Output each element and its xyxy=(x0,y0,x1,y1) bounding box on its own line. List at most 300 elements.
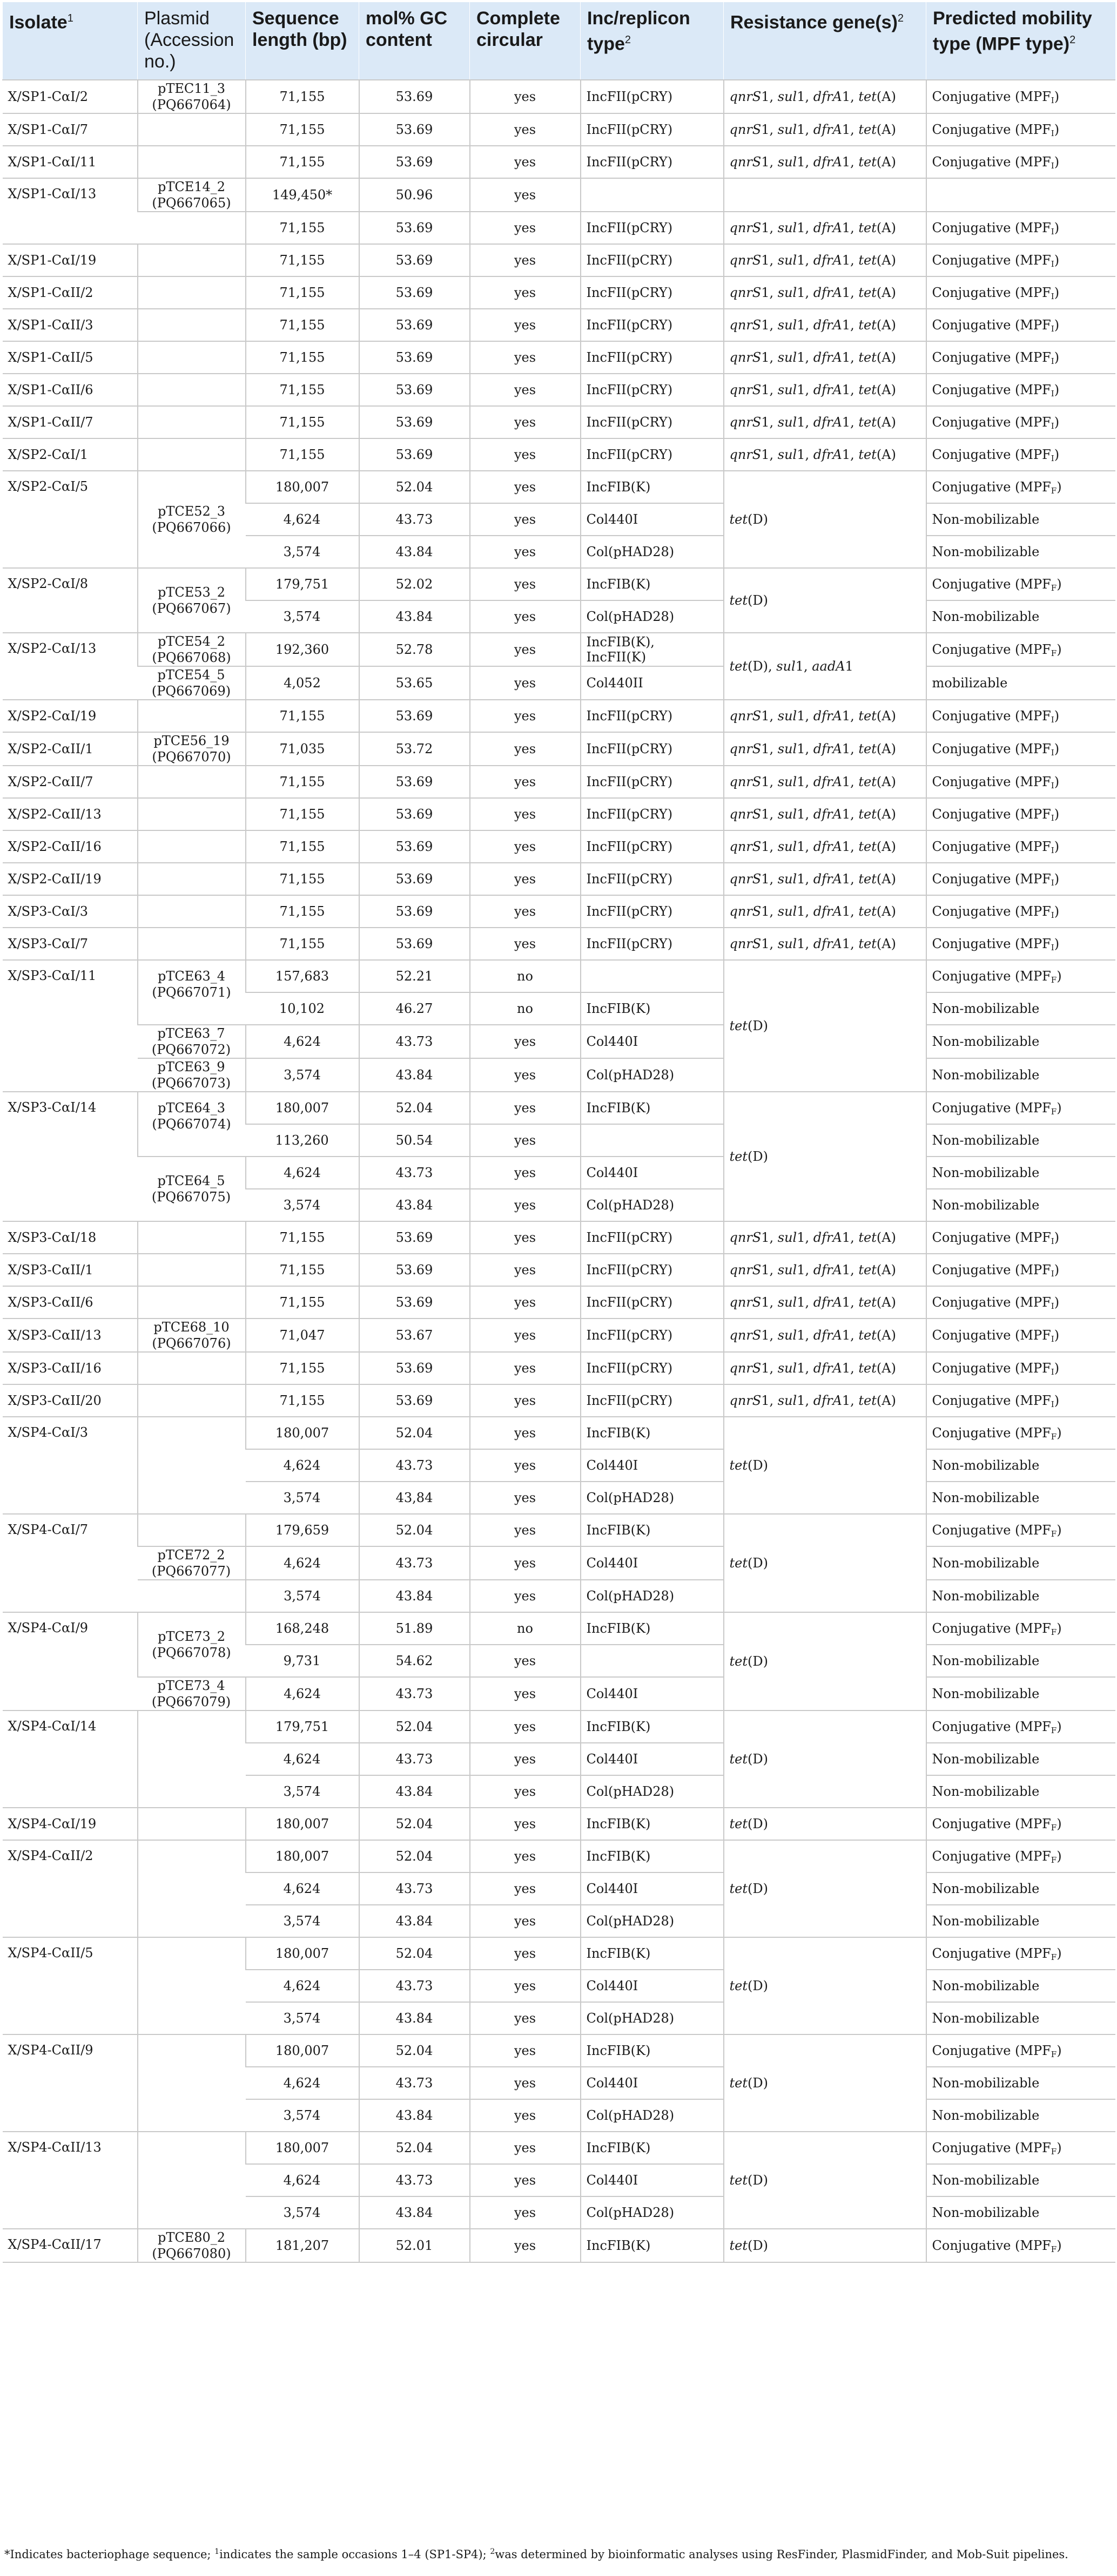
resistance-genes-cell xyxy=(724,895,926,928)
sequence-length-cell: 71,155 xyxy=(246,212,359,244)
mobility-type-cell: Conjugative $(MPF_I)$ xyxy=(926,406,1115,438)
circular-cell: yes xyxy=(470,1482,581,1514)
sequence-length-cell: 4,052 xyxy=(246,666,359,700)
isolate-cell: X/SP2-CαII/7 xyxy=(3,766,138,798)
circular-cell: yes xyxy=(470,1417,581,1449)
table-row xyxy=(3,960,1115,992)
sequence-length-cell: 9,731 xyxy=(246,1645,359,1677)
circular-cell: yes xyxy=(470,276,581,309)
sequence-length-cell: 71,155 xyxy=(246,341,359,374)
header-resistance-genes: Resistance $gene(s)^2$ xyxy=(724,2,926,80)
mobility-type-cell: Non-mobilizable xyxy=(926,1905,1115,1937)
resistance-genes-cell xyxy=(724,1612,926,1710)
gc-content-cell: 53.69 xyxy=(359,406,470,438)
table-row xyxy=(3,1254,1115,1286)
plasmid-name: pTCE14_2 xyxy=(157,179,226,194)
sequence-length-cell: 157,683 xyxy=(246,960,359,992)
table-row xyxy=(3,146,1115,178)
circular-cell: yes xyxy=(470,1872,581,1905)
inc-type-cell: Col440I xyxy=(581,1970,724,2002)
mobility-type-cell: Conjugative $(MPF_F)$ xyxy=(926,2132,1115,2164)
circular-cell: yes xyxy=(470,146,581,178)
plasmid-cell xyxy=(138,1254,246,1286)
inc-type-cell: IncFII(pCRY) xyxy=(581,406,724,438)
plasmid-cell xyxy=(138,633,246,666)
gc-content-cell: 52.21 xyxy=(359,960,470,992)
mobility-type-cell: Non-mobilizable xyxy=(926,1449,1115,1482)
table-row xyxy=(3,1352,1115,1384)
gc-content-cell: 53.69 xyxy=(359,1254,470,1286)
isolate-cell: X/SP1-CαI/2 xyxy=(3,80,138,113)
resistance-genes-cell xyxy=(724,276,926,309)
isolate-cell: X/SP2-CαI/5 xyxy=(3,471,138,568)
isolate-cell: X/SP2-CαI/1 xyxy=(3,438,138,471)
mobility-type-cell: Conjugative $(MPF_I)$ xyxy=(926,1352,1115,1384)
gc-content-cell: 53.69 xyxy=(359,830,470,863)
gc-content-cell: 53.69 xyxy=(359,1286,470,1319)
plasmid-name: pTCE53_2 xyxy=(157,585,226,600)
inc-type-cell: Col(pHAD28) xyxy=(581,600,724,633)
header-mobility-type: Predicted mobility type (MPF type)$^2$ xyxy=(926,2,1115,80)
gc-content-cell: 51.89 xyxy=(359,1612,470,1645)
plasmid-table xyxy=(2,2,1115,2263)
plasmid-cell xyxy=(138,146,246,178)
circular-cell: yes xyxy=(470,1645,581,1677)
circular-cell: yes xyxy=(470,1775,581,1808)
plasmid-cell xyxy=(138,1286,246,1319)
gc-content-cell: 53.72 xyxy=(359,732,470,766)
plasmid-cell xyxy=(138,830,246,863)
resistance-genes-text: tet(D) xyxy=(729,1556,768,1571)
plasmid-name: pTCE54_5 xyxy=(157,667,225,682)
resistance-genes-cell xyxy=(724,798,926,830)
resistance-genes-cell xyxy=(724,244,926,276)
sequence-length-cell: 71,155 xyxy=(246,146,359,178)
plasmid-name: pTEC11_3 xyxy=(157,81,226,96)
mobility-type-cell: Conjugative $(MPF_I)$ xyxy=(926,80,1115,113)
inc-type-cell: IncFII(pCRY) xyxy=(581,732,724,766)
circular-cell: yes xyxy=(470,732,581,766)
gc-content-cell: 53.69 xyxy=(359,1221,470,1254)
sequence-length-cell: 4,624 xyxy=(246,1970,359,2002)
resistance-genes-text: qnrS1, sul1, dfrA1, tet(A) xyxy=(729,741,896,756)
mobility-type-cell: Non-mobilizable xyxy=(926,1645,1115,1677)
resistance-genes-text: qnrS1, sul1, dfrA1, tet(A) xyxy=(729,350,896,365)
circular-cell: yes xyxy=(470,1319,581,1352)
accession-number: (PQ667065) xyxy=(152,195,231,211)
inc-type-cell: IncFIB(K) xyxy=(581,568,724,600)
header-inc-type: Inc/replicon type$^2$ xyxy=(581,2,724,80)
inc-type-cell: Col440I xyxy=(581,1872,724,1905)
inc-type-cell: Col440I xyxy=(581,503,724,536)
gc-content-cell: 53.69 xyxy=(359,895,470,928)
mobility-type-cell: Conjugative $(MPF_I)$ xyxy=(926,830,1115,863)
circular-cell: no xyxy=(470,1612,581,1645)
plasmid-name: pTCE73_2 xyxy=(157,1629,226,1644)
accession-number: (PQ667068) xyxy=(152,650,231,665)
gc-content-cell: 54.62 xyxy=(359,1645,470,1677)
sequence-length-cell: 71,155 xyxy=(246,766,359,798)
header-isolate: Isolate$^1$ xyxy=(3,2,138,80)
table-row xyxy=(3,212,1115,244)
inc-type-cell: Col(pHAD28) xyxy=(581,536,724,568)
plasmid-cell xyxy=(138,666,246,700)
gc-content-cell: 46.27 xyxy=(359,992,470,1025)
mobility-type-cell: Non-mobilizable xyxy=(926,1546,1115,1580)
sequence-length-cell: 3,574 xyxy=(246,1905,359,1937)
isolate-cell: X/SP3-CαII/1 xyxy=(3,1254,138,1286)
mobility-type-cell: Non-mobilizable xyxy=(926,600,1115,633)
mobility-type-cell: Conjugative $(MPF_I)$ xyxy=(926,1221,1115,1254)
inc-type-cell: IncFII(pCRY) xyxy=(581,863,724,895)
plasmid-cell xyxy=(138,766,246,798)
table-row xyxy=(3,1937,1115,1970)
table-row xyxy=(3,928,1115,960)
sequence-length-cell: 3,574 xyxy=(246,2196,359,2229)
mobility-type-cell: Conjugative $(MPF_I)$ xyxy=(926,374,1115,406)
inc-type-cell: Col440I xyxy=(581,1449,724,1482)
sequence-length-cell: 3,574 xyxy=(246,2002,359,2034)
circular-cell: yes xyxy=(470,1937,581,1970)
plasmid-cell xyxy=(138,1058,246,1092)
inc-type-cell: IncFII(pCRY) xyxy=(581,798,724,830)
sequence-length-cell: 71,155 xyxy=(246,244,359,276)
sequence-length-cell: 10,102 xyxy=(246,992,359,1025)
sequence-length-cell: 4,624 xyxy=(246,1025,359,1058)
mobility-type-cell: Non-mobilizable xyxy=(926,1189,1115,1221)
circular-cell: yes xyxy=(470,1384,581,1417)
isolate-cell: X/SP3-CαI/11 xyxy=(3,960,138,1092)
table-footnote: *Indicates bacteriophage sequence; $^1$indicates the sample occasions 1–4 (SP1-SP4); $^2$was determined by bioinformatic analyses using ResFinder, PlasmidFinder, and Mob-Suit pipelines. xyxy=(4,2547,1068,2561)
circular-cell: yes xyxy=(470,1286,581,1319)
isolate-cell: X/SP4-CαII/2 xyxy=(3,1840,138,1937)
mobility-type-cell: Conjugative $(MPF_F)$ xyxy=(926,1937,1115,1970)
gc-content-cell: 43.73 xyxy=(359,1157,470,1189)
accession-number: (PQ667073) xyxy=(151,1076,231,1091)
table-row xyxy=(3,1546,1115,1580)
inc-type-cell: IncFII(pCRY) xyxy=(581,1319,724,1352)
circular-cell: yes xyxy=(470,1840,581,1872)
resistance-genes-text: qnrS1, sul1, dfrA1, tet(A) xyxy=(729,317,896,333)
table-row xyxy=(3,374,1115,406)
inc-type-cell: IncFIB(K) xyxy=(581,1092,724,1124)
gc-content-cell: 52.04 xyxy=(359,2132,470,2164)
mobility-type-cell: Conjugative $(MPF_F)$ xyxy=(926,633,1115,666)
isolate-cell: X/SP3-CαII/16 xyxy=(3,1352,138,1384)
circular-cell: no xyxy=(470,960,581,992)
circular-cell: yes xyxy=(470,568,581,600)
plasmid-cell xyxy=(138,798,246,830)
resistance-genes-cell xyxy=(724,178,926,212)
inc-type-cell: Col440I xyxy=(581,1025,724,1058)
inc-type-cell: IncFII(pCRY) xyxy=(581,1286,724,1319)
gc-content-cell: 43.73 xyxy=(359,2067,470,2099)
circular-cell: yes xyxy=(470,2099,581,2132)
isolate-cell: X/SP1-CαI/11 xyxy=(3,146,138,178)
header-sequence-length: Sequence length (bp) xyxy=(246,2,359,80)
circular-cell: yes xyxy=(470,309,581,341)
isolate-cell: X/SP1-CαII/6 xyxy=(3,374,138,406)
isolate-cell: X/SP4-CαI/19 xyxy=(3,1808,138,1840)
sequence-length-cell: 4,624 xyxy=(246,503,359,536)
plasmid-cell xyxy=(138,1025,246,1058)
mobility-type-cell: Non-mobilizable xyxy=(926,1058,1115,1092)
accession-number: (PQ667075) xyxy=(151,1189,231,1205)
gc-content-cell: 53.69 xyxy=(359,374,470,406)
inc-type-cell: Col(pHAD28) xyxy=(581,2002,724,2034)
table-row xyxy=(3,1580,1115,1612)
mobility-type-cell: Non-mobilizable xyxy=(926,1872,1115,1905)
isolate-cell: X/SP4-CαI/3 xyxy=(3,1417,138,1514)
gc-content-cell: 52.04 xyxy=(359,471,470,503)
resistance-genes-text: tet(D) xyxy=(729,1654,768,1669)
resistance-genes-text: qnrS1, sul1, dfrA1, tet(A) xyxy=(729,415,896,430)
sequence-length-cell: 71,155 xyxy=(246,1221,359,1254)
plasmid-cell xyxy=(138,374,246,406)
sequence-length-cell: 181,207 xyxy=(246,2229,359,2262)
sequence-length-cell: 3,574 xyxy=(246,1482,359,1514)
sequence-length-cell: 71,155 xyxy=(246,700,359,732)
resistance-genes-text: qnrS1, sul1, dfrA1, tet(A) xyxy=(729,122,896,137)
circular-cell: yes xyxy=(470,503,581,536)
table-row xyxy=(3,113,1115,146)
sequence-length-cell: 4,624 xyxy=(246,1872,359,1905)
plasmid-name: pTCE72_2 xyxy=(157,1547,225,1563)
gc-content-cell: 52.78 xyxy=(359,633,470,666)
plasmid-cell xyxy=(138,568,246,633)
gc-content-cell: 52.01 xyxy=(359,2229,470,2262)
resistance-genes-text: qnrS1, sul1, dfrA1, tet(A) xyxy=(729,1262,896,1277)
inc-type-cell: IncFIB(K) xyxy=(581,1840,724,1872)
plasmid-name: pTCE52_3 xyxy=(157,504,226,519)
resistance-genes-text: qnrS1, sul1, dfrA1, tet(A) xyxy=(729,1393,896,1408)
mobility-type-cell: Conjugative $(MPF_F)$ xyxy=(926,960,1115,992)
gc-content-cell: 53.69 xyxy=(359,1352,470,1384)
sequence-length-cell: 180,007 xyxy=(246,471,359,503)
circular-cell: yes xyxy=(470,1254,581,1286)
circular-cell: yes xyxy=(470,2196,581,2229)
resistance-genes-cell xyxy=(724,1514,926,1612)
inc-type-cell: IncFIB(K) xyxy=(581,2229,724,2262)
resistance-genes-text: qnrS1, sul1, dfrA1, tet(A) xyxy=(729,154,896,170)
circular-cell: yes xyxy=(470,2002,581,2034)
isolate-cell: X/SP2-CαI/19 xyxy=(3,700,138,732)
gc-content-cell: 53.69 xyxy=(359,700,470,732)
mobility-type-cell: Non-mobilizable xyxy=(926,2196,1115,2229)
table-row xyxy=(3,830,1115,863)
plasmid-cell xyxy=(138,2034,246,2132)
isolate-cell: X/SP2-CαII/16 xyxy=(3,830,138,863)
gc-content-cell: 53.69 xyxy=(359,928,470,960)
gc-content-cell: 52.04 xyxy=(359,1808,470,1840)
mobility-type-cell: Conjugative $(MPF_I)$ xyxy=(926,113,1115,146)
circular-cell: yes xyxy=(470,2034,581,2067)
plasmid-name: pTCE73_4 xyxy=(157,1678,225,1693)
sequence-length-cell: 149,450* xyxy=(246,178,359,212)
accession-number: (PQ667076) xyxy=(152,1336,231,1351)
inc-type-cell: IncFII(pCRY) xyxy=(581,830,724,863)
gc-content-cell: 50.54 xyxy=(359,1124,470,1157)
resistance-genes-cell xyxy=(724,1286,926,1319)
gc-content-cell: 43.73 xyxy=(359,1677,470,1710)
inc-type-cell: Col440I xyxy=(581,2067,724,2099)
resistance-genes-text: tet(D) xyxy=(729,1881,768,1896)
circular-cell: yes xyxy=(470,1189,581,1221)
resistance-genes-cell xyxy=(724,1319,926,1352)
gc-content-cell: 53.69 xyxy=(359,212,470,244)
inc-type-cell: IncFIB(K) xyxy=(581,1937,724,1970)
table-header xyxy=(3,2,1115,80)
circular-cell: yes xyxy=(470,438,581,471)
circular-cell: yes xyxy=(470,1352,581,1384)
mobility-type-cell: Conjugative $(MPF_I)$ xyxy=(926,766,1115,798)
isolate-cell: X/SP2-CαII/19 xyxy=(3,863,138,895)
inc-type-cell: Col440I xyxy=(581,2164,724,2196)
plasmid-name: pTCE56_19 xyxy=(153,733,230,748)
gc-content-cell: 43,84 xyxy=(359,1482,470,1514)
sequence-length-cell: 180,007 xyxy=(246,1092,359,1124)
inc-type-cell: IncFII(pCRY) xyxy=(581,113,724,146)
table-row xyxy=(3,798,1115,830)
inc-type-cell: Col(pHAD28) xyxy=(581,1058,724,1092)
inc-type-cell: IncFII(pCRY) xyxy=(581,1221,724,1254)
sequence-length-cell: 71,155 xyxy=(246,928,359,960)
mobility-type-cell: Conjugative $(MPF_I)$ xyxy=(926,341,1115,374)
sequence-length-cell: 4,624 xyxy=(246,1546,359,1580)
gc-content-cell: 43.73 xyxy=(359,1743,470,1775)
gc-content-cell: 50.96 xyxy=(359,178,470,212)
isolate-cell: X/SP2-CαI/8 xyxy=(3,568,138,633)
resistance-genes-cell xyxy=(724,1840,926,1937)
plasmid-cell xyxy=(138,471,246,568)
gc-content-cell: 52.04 xyxy=(359,2034,470,2067)
plasmid-cell xyxy=(138,341,246,374)
mobility-type-cell: Conjugative $(MPF_I)$ xyxy=(926,438,1115,471)
circular-cell: yes xyxy=(470,830,581,863)
sequence-length-cell: 71,155 xyxy=(246,374,359,406)
circular-cell: yes xyxy=(470,633,581,666)
inc-type-cell xyxy=(581,178,724,212)
resistance-genes-text: tet(D) xyxy=(729,593,768,608)
isolate-cell: X/SP4-CαII/9 xyxy=(3,2034,138,2132)
plasmid-name: pTCE63_9 xyxy=(157,1059,225,1074)
sequence-length-cell: 4,624 xyxy=(246,2164,359,2196)
gc-content-cell: 53.69 xyxy=(359,276,470,309)
accession-number: (PQ667079) xyxy=(151,1694,231,1709)
sequence-length-cell: 180,007 xyxy=(246,2132,359,2164)
circular-cell: yes xyxy=(470,1025,581,1058)
circular-cell: yes xyxy=(470,600,581,633)
resistance-genes-text: tet(D) xyxy=(729,1458,768,1473)
mobility-type-cell: Conjugative $(MPF_F)$ xyxy=(926,568,1115,600)
accession-number: (PQ667072) xyxy=(151,1042,231,1057)
gc-content-cell: 43.73 xyxy=(359,1872,470,1905)
mobility-type-cell: Conjugative $(MPF_I)$ xyxy=(926,276,1115,309)
circular-cell: yes xyxy=(470,2164,581,2196)
mobility-type-cell: Non-mobilizable xyxy=(926,2099,1115,2132)
isolate-cell: X/SP4-CαI/7 xyxy=(3,1514,138,1612)
isolate-cell: X/SP3-CαII/13 xyxy=(3,1319,138,1352)
inc-type-cell: IncFII(pCRY) xyxy=(581,1352,724,1384)
resistance-genes-text: tet(D) xyxy=(729,1978,768,1993)
resistance-genes-text: qnrS1, sul1, dfrA1, tet(A) xyxy=(729,839,896,854)
plasmid-cell xyxy=(138,80,246,113)
inc-type-cell: IncFII(pCRY) xyxy=(581,276,724,309)
plasmid-name: pTCE64_3 xyxy=(157,1100,226,1115)
gc-content-cell: 43.84 xyxy=(359,1058,470,1092)
resistance-genes-cell xyxy=(724,2229,926,2262)
circular-cell: yes xyxy=(470,928,581,960)
sequence-length-cell: 71,155 xyxy=(246,309,359,341)
table-row xyxy=(3,1612,1115,1645)
resistance-genes-cell xyxy=(724,568,926,633)
accession-number: (PQ667074) xyxy=(152,1117,231,1132)
inc-type-cell: IncFII(pCRY) xyxy=(581,895,724,928)
resistance-genes-cell xyxy=(724,1254,926,1286)
inc-type-cell: IncFIB(K), IncFII(K) xyxy=(581,633,724,666)
circular-cell: yes xyxy=(470,2229,581,2262)
plasmid-name: pTCE63_4 xyxy=(157,969,226,984)
resistance-genes-cell xyxy=(724,406,926,438)
plasmid-cell xyxy=(138,1710,246,1808)
inc-type-cell: IncFIB(K) xyxy=(581,471,724,503)
circular-cell: yes xyxy=(470,1157,581,1189)
circular-cell: yes xyxy=(470,1808,581,1840)
isolate-cell: X/SP3-CαI/3 xyxy=(3,895,138,928)
resistance-genes-cell xyxy=(724,732,926,766)
sequence-length-cell: 71,155 xyxy=(246,1384,359,1417)
table-row xyxy=(3,1808,1115,1840)
gc-content-cell: 53.69 xyxy=(359,798,470,830)
mobility-type-cell: Non-mobilizable xyxy=(926,503,1115,536)
plasmid-cell xyxy=(138,1417,246,1514)
mobility-type-cell: Non-mobilizable xyxy=(926,1743,1115,1775)
resistance-genes-text: tet(D) xyxy=(729,1018,768,1033)
inc-type-cell: Col(pHAD28) xyxy=(581,1905,724,1937)
mobility-type-cell: Conjugative $(MPF_F)$ xyxy=(926,1808,1115,1840)
isolate-cell: X/SP3-CαI/18 xyxy=(3,1221,138,1254)
inc-type-cell: IncFIB(K) xyxy=(581,1514,724,1546)
plasmid-cell xyxy=(138,1514,246,1546)
mobility-type-cell: Conjugative $(MPF_F)$ xyxy=(926,1710,1115,1743)
inc-type-cell: Col(pHAD28) xyxy=(581,2196,724,2229)
table-row xyxy=(3,244,1115,276)
header-complete-circular: Complete circular xyxy=(470,2,581,80)
sequence-length-cell: 71,047 xyxy=(246,1319,359,1352)
circular-cell: yes xyxy=(470,2067,581,2099)
resistance-genes-text: qnrS1, sul1, dfrA1, tet(A) xyxy=(729,936,896,951)
resistance-genes-text: tet(D) xyxy=(729,1752,768,1767)
sequence-length-cell: 71,155 xyxy=(246,798,359,830)
sequence-length-cell: 71,155 xyxy=(246,895,359,928)
plasmid-cell xyxy=(138,1352,246,1384)
accession-number: (PQ667066) xyxy=(152,520,231,535)
resistance-genes-text: qnrS1, sul1, dfrA1, tet(A) xyxy=(729,871,896,887)
mobility-type-cell: Conjugative $(MPF_I)$ xyxy=(926,1286,1115,1319)
sequence-length-cell: 71,155 xyxy=(246,1286,359,1319)
resistance-genes-cell xyxy=(724,830,926,863)
resistance-genes-cell xyxy=(724,212,926,244)
sequence-length-cell: 168,248 xyxy=(246,1612,359,1645)
table-row xyxy=(3,633,1115,666)
isolate-cell: X/SP3-CαI/7 xyxy=(3,928,138,960)
plasmid-cell xyxy=(138,1937,246,2034)
mobility-type-cell: Non-mobilizable xyxy=(926,1580,1115,1612)
table-row xyxy=(3,1025,1115,1058)
sequence-length-cell: 71,155 xyxy=(246,863,359,895)
resistance-genes-cell xyxy=(724,2034,926,2132)
gc-content-cell: 52.02 xyxy=(359,568,470,600)
